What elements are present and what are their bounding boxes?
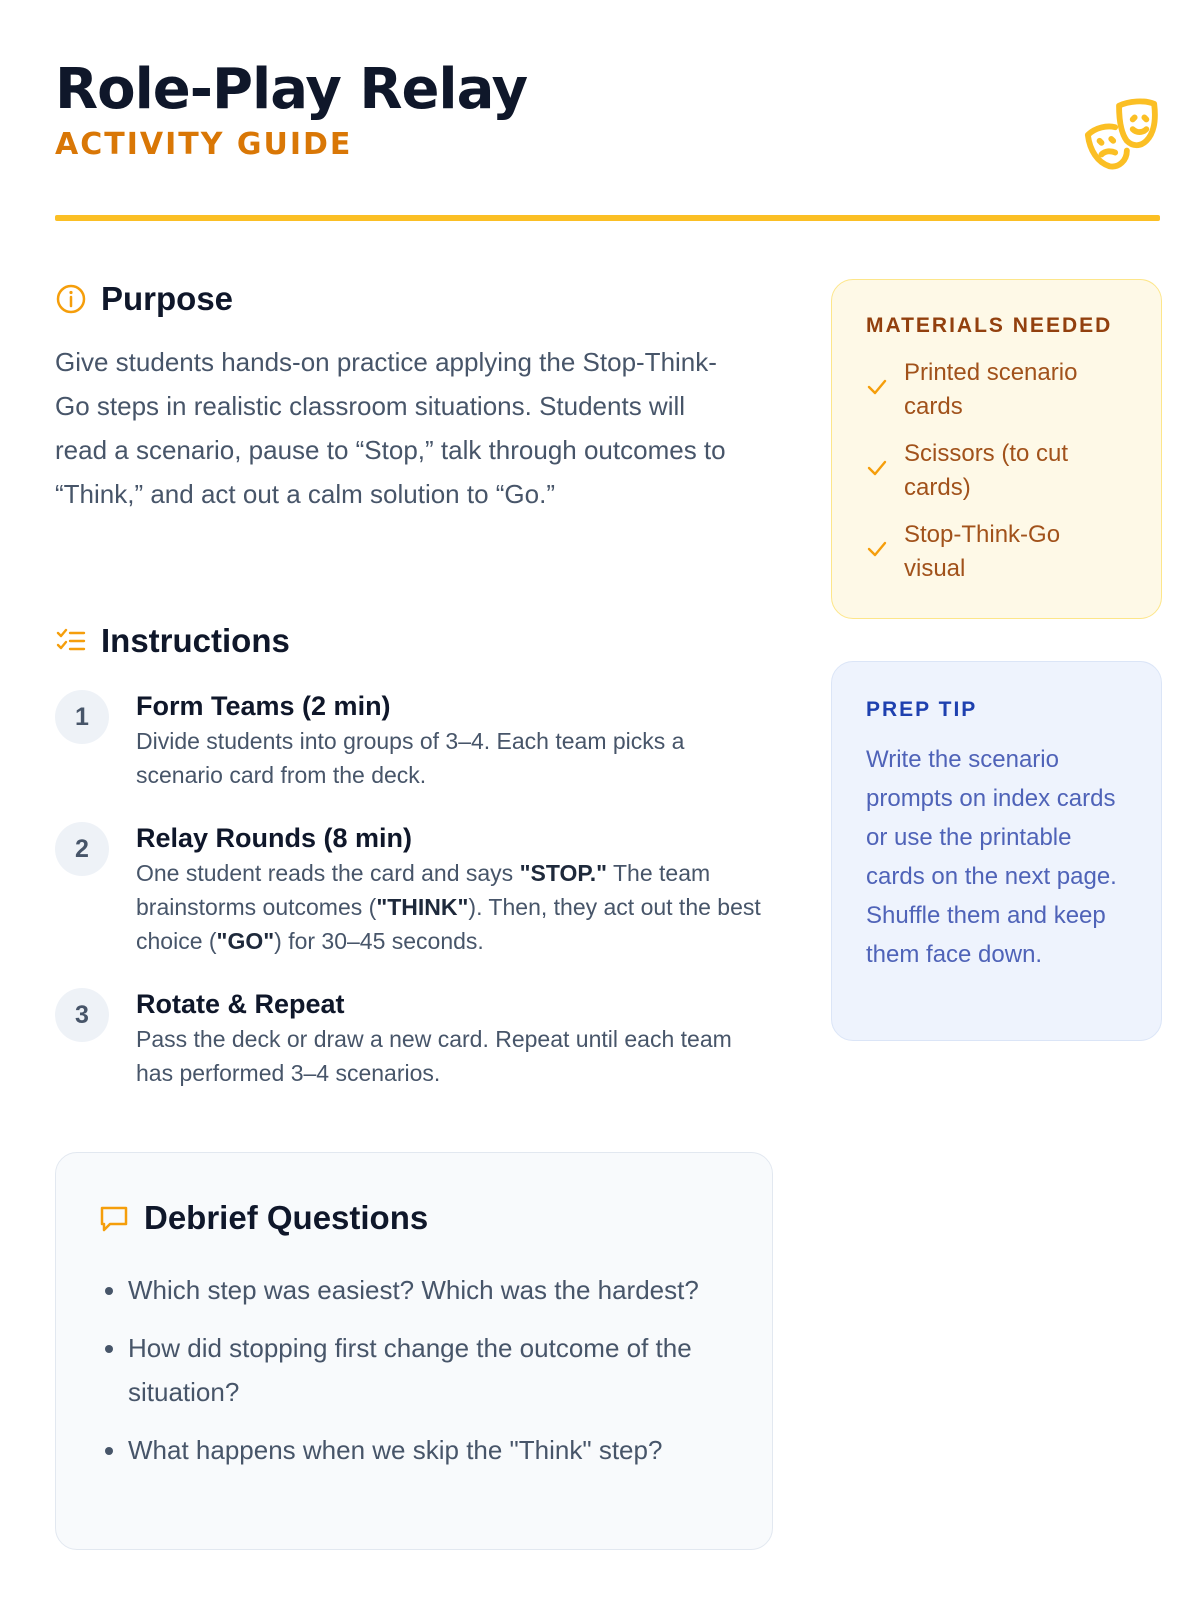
header-divider [55, 215, 1160, 221]
checklist-icon [55, 625, 87, 657]
step-text: ) for 30–45 seconds. [274, 928, 484, 954]
material-label: Stop-Think-Go visual [904, 521, 1061, 582]
purpose-text: Give students hands-on practice applying the Stop-Think-Go steps in realistic classroom situations. Students will read a scenario, pause to “Stop,” talk through outcomes to “Think,” and act out a calm solution to “Go.” [55, 347, 726, 509]
material-label: Scissors (to cut cards) [904, 440, 1069, 501]
page-title: Role-Play Relay [55, 57, 528, 122]
step-description [136, 856, 775, 958]
theater-masks-icon [1082, 95, 1160, 175]
list-item [866, 356, 1127, 424]
step-number: 3 [55, 988, 109, 1042]
purpose-section [55, 280, 775, 516]
debrief-list [98, 1268, 768, 1486]
list-item [866, 518, 1127, 586]
instruction-step [55, 986, 775, 1090]
step-number: 1 [55, 690, 109, 744]
page-header [55, 55, 1160, 225]
debrief-heading-row [98, 1199, 428, 1237]
step-title: Rotate & Repeat [136, 989, 345, 1019]
materials-card [831, 279, 1162, 619]
step-number: 2 [55, 822, 109, 876]
materials-list [866, 356, 1127, 586]
material-label: Printed scenario cards [904, 359, 1078, 420]
step-description: Pass the deck or draw a new card. Repeat until each team has performed 3–4 scenarios. [136, 1026, 732, 1086]
instructions-heading: Instructions [101, 622, 290, 659]
debrief-card [55, 1152, 773, 1550]
prep-tip-card [831, 661, 1162, 1041]
info-circle-icon [55, 283, 87, 315]
purpose-heading: Purpose [101, 280, 234, 317]
instruction-step [55, 820, 775, 958]
list-item: • Which step was easiest? Which was the hardest? [128, 1268, 768, 1312]
step-text: One student reads the card and says [136, 860, 520, 886]
instruction-step [55, 688, 775, 792]
step-emphasis-go: "GO" [216, 928, 275, 954]
instructions-section [55, 622, 775, 1090]
debrief-heading: Debrief Questions [144, 1199, 429, 1236]
step-description: Divide students into groups of 3–4. Each team picks a scenario card from the deck. [136, 728, 685, 788]
step-title: Form Teams (2 min) [136, 691, 391, 721]
materials-label: MATERIALS NEEDED [866, 314, 1113, 337]
list-item: • How did stopping first change the outcome of the situation? [128, 1326, 768, 1414]
prep-tip-label: PREP TIP [866, 698, 978, 721]
instructions-heading-row [55, 622, 775, 660]
step-text: The team brainstorms outcomes ( [136, 860, 711, 920]
page-subtitle: ACTIVITY GUIDE [55, 127, 353, 162]
check-icon [866, 538, 888, 560]
step-text: ). Then, they act out the best choice ( [136, 894, 761, 954]
step-emphasis-stop: "STOP." [519, 860, 608, 886]
list-item [866, 437, 1127, 505]
speech-bubble-icon [98, 1202, 130, 1234]
check-icon [866, 376, 888, 398]
step-emphasis-think: "THINK" [376, 894, 469, 920]
prep-tip-text: Write the scenario prompts on index cards or use the printable cards on the next page. Shuffle them and keep them face down. [866, 746, 1117, 968]
check-icon [866, 457, 888, 479]
list-item: • What happens when we skip the "Think" step? [128, 1428, 768, 1472]
purpose-heading-row [55, 280, 775, 318]
step-title: Relay Rounds (8 min) [136, 823, 413, 853]
